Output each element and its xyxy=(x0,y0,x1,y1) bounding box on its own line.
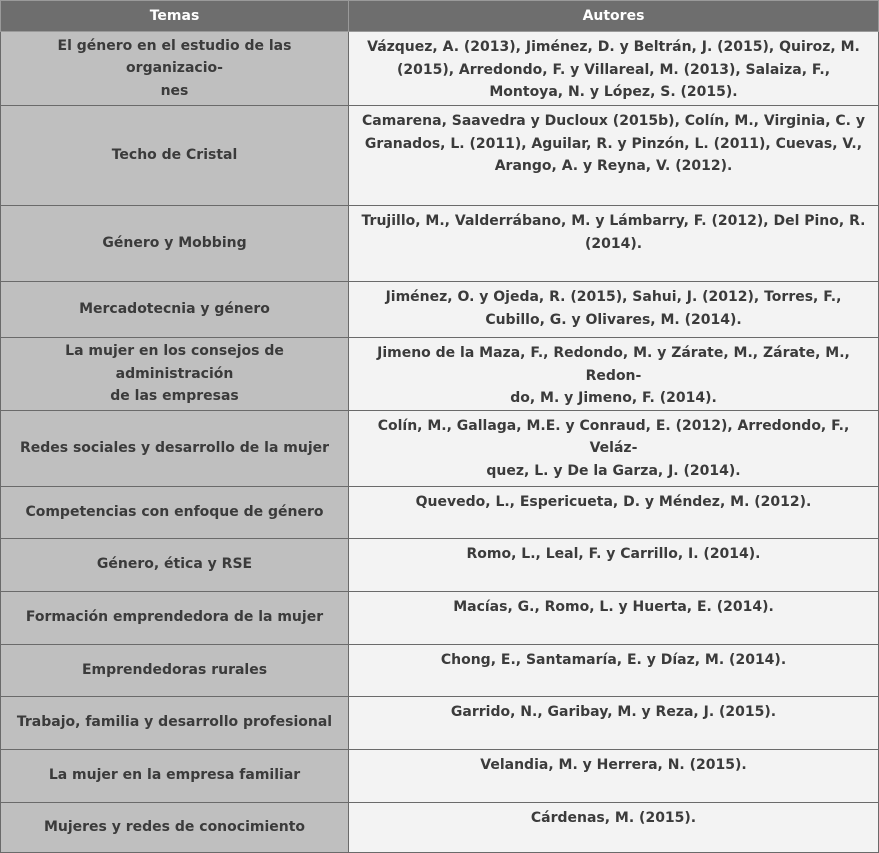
autores-cell: Camarena, Saavedra y Ducloux (2015b), Colín, M., Virginia, C. y Granados, L. (2011), Aguilar, R. y Pinzón, L. (2011), Cuevas, V., Arango, A. y Reyna, V. (2012). xyxy=(349,106,879,206)
table-row xyxy=(1,106,879,206)
table-row xyxy=(1,696,879,749)
autores-cell: Garrido, N., Garibay, M. y Reza, J. (2015). xyxy=(349,696,879,749)
tema-cell: Formación emprendedora de la mujer xyxy=(1,591,349,644)
table-row xyxy=(1,802,879,852)
table-row xyxy=(1,749,879,802)
autores-cell: Velandia, M. y Herrera, N. (2015). xyxy=(349,749,879,802)
header-autores: Autores xyxy=(349,1,879,32)
autores-cell: Macías, G., Romo, L. y Huerta, E. (2014). xyxy=(349,591,879,644)
autores-cell: Chong, E., Santamaría, E. y Díaz, M. (2014). xyxy=(349,644,879,696)
table-row xyxy=(1,282,879,338)
table-row xyxy=(1,591,879,644)
tema-cell: Género, ética y RSE xyxy=(1,538,349,591)
table-row xyxy=(1,206,879,282)
tema-cell: Techo de Cristal xyxy=(1,106,349,206)
tema-cell: La mujer en la empresa familiar xyxy=(1,749,349,802)
autores-cell: Quevedo, L., Espericueta, D. y Méndez, M. (2012). xyxy=(349,486,879,538)
autores-cell: Romo, L., Leal, F. y Carrillo, I. (2014). xyxy=(349,538,879,591)
autores-cell: Jiménez, O. y Ojeda, R. (2015), Sahui, J. (2012), Torres, F., Cubillo, G. y Olivares, M. (2014). xyxy=(349,282,879,338)
table-row xyxy=(1,538,879,591)
table-row xyxy=(1,338,879,411)
autores-cell: Colín, M., Gallaga, M.E. y Conraud, E. (2012), Arredondo, F., Veláz- quez, L. y De la Garza, J. (2014). xyxy=(349,410,879,486)
tema-cell: El género en el estudio de las organizacio- nes xyxy=(1,32,349,106)
tema-cell: Trabajo, familia y desarrollo profesional xyxy=(1,696,349,749)
autores-cell: Vázquez, A. (2013), Jiménez, D. y Beltrán, J. (2015), Quiroz, M. (2015), Arredondo, F. y Villareal, M. (2013), Salaiza, F., Montoya, N. y López, S. (2015). xyxy=(349,32,879,106)
table-row xyxy=(1,32,879,106)
tema-cell: Mujeres y redes de conocimiento xyxy=(1,802,349,852)
table-row xyxy=(1,644,879,696)
tema-cell: Redes sociales y desarrollo de la mujer xyxy=(1,410,349,486)
tema-cell: La mujer en los consejos de administración de las empresas xyxy=(1,338,349,411)
tema-cell: Competencias con enfoque de género xyxy=(1,486,349,538)
autores-cell: Cárdenas, M. (2015). xyxy=(349,802,879,852)
table-row xyxy=(1,486,879,538)
autores-cell: Jimeno de la Maza, F., Redondo, M. y Zárate, M., Zárate, M., Redon- do, M. y Jimeno, F. (2014). xyxy=(349,338,879,411)
table-row xyxy=(1,410,879,486)
header-temas: Temas xyxy=(1,1,349,32)
header-row xyxy=(1,1,879,32)
tema-cell: Mercadotecnia y género xyxy=(1,282,349,338)
tema-cell: Género y Mobbing xyxy=(1,206,349,282)
autores-cell: Trujillo, M., Valderrábano, M. y Lámbarry, F. (2012), Del Pino, R. (2014). xyxy=(349,206,879,282)
tema-cell: Emprendedoras rurales xyxy=(1,644,349,696)
